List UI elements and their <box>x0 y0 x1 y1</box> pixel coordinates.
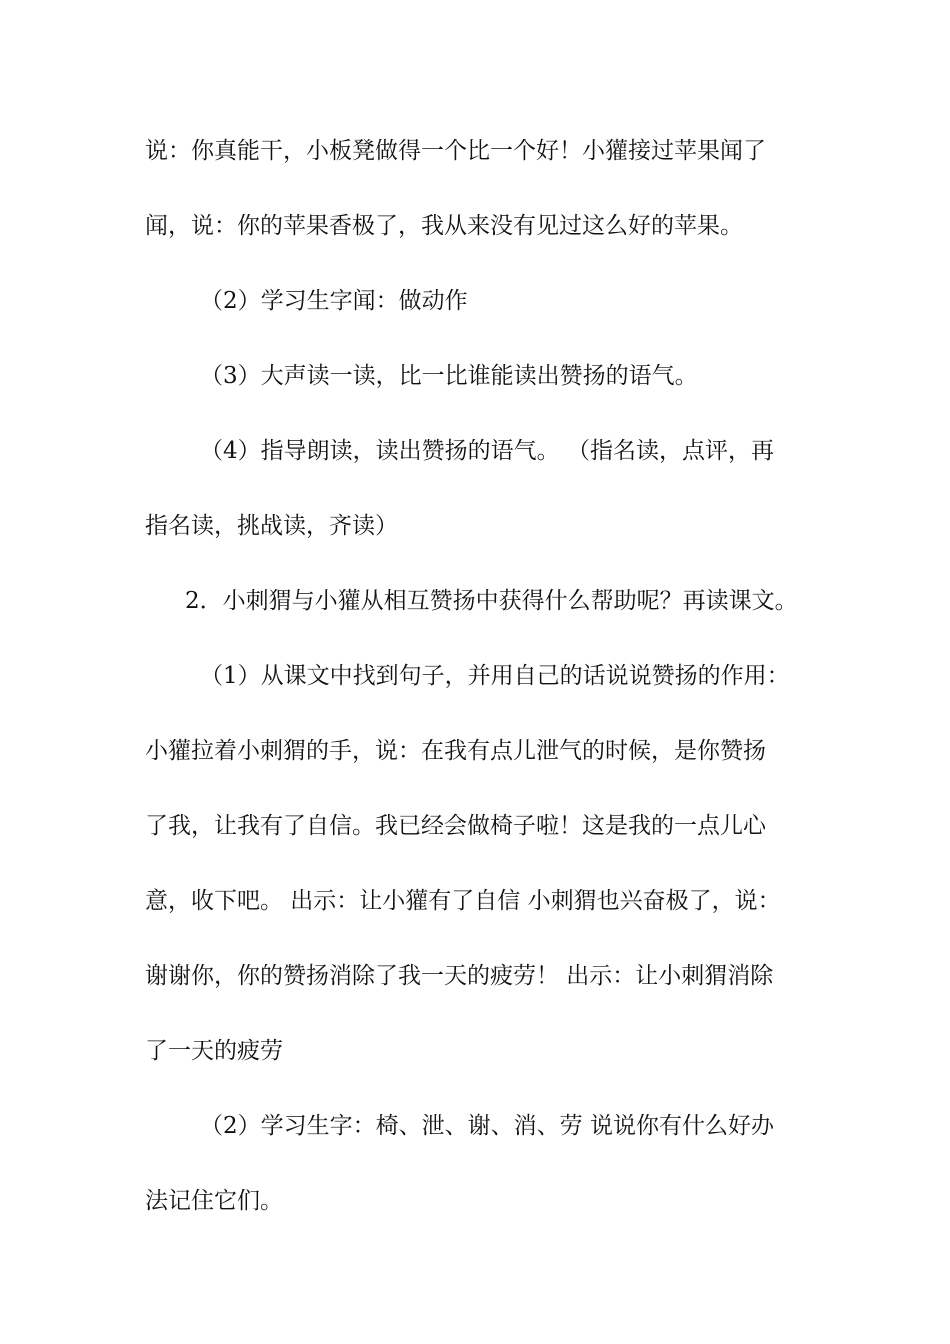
section-heading: 2．小刺猬与小獾从相互赞扬中获得什么帮助呢？再读课文。 <box>185 588 798 614</box>
body-text-line: 了我，让我有了自信。我已经会做椅子啦！这是我的一点儿心 <box>145 813 766 839</box>
list-item: （2）学习生字闻：做动作 <box>200 288 468 314</box>
list-item: （2）学习生字：椅、泄、谢、消、劳 说说你有什么好办 <box>200 1113 774 1139</box>
body-text-line: 法记住它们。 <box>145 1188 283 1214</box>
body-text-line: 闻，说：你的苹果香极了，我从来没有见过这么好的苹果。 <box>145 213 743 239</box>
body-text-line: 说：你真能干，小板凳做得一个比一个好！小獾接过苹果闻了 <box>145 138 766 164</box>
body-text-line: 意，收下吧。 出示：让小獾有了自信 小刺猬也兴奋极了，说： <box>145 888 781 914</box>
body-text-line: 谢谢你，你的赞扬消除了我一天的疲劳！ 出示：让小刺猬消除 <box>145 963 774 989</box>
body-text-line: 小獾拉着小刺猬的手，说：在我有点儿泄气的时候，是你赞扬 <box>145 738 766 764</box>
list-item: （3）大声读一读，比一比谁能读出赞扬的语气。 <box>200 363 698 389</box>
list-item: （4）指导朗读，读出赞扬的语气。 （指名读，点评，再 <box>200 438 774 464</box>
body-text-line: 指名读，挑战读，齐读） <box>145 513 398 539</box>
body-text-line: 了一天的疲劳 <box>145 1038 283 1064</box>
list-item: （1）从课文中找到句子，并用自己的话说说赞扬的作用： <box>200 663 790 689</box>
